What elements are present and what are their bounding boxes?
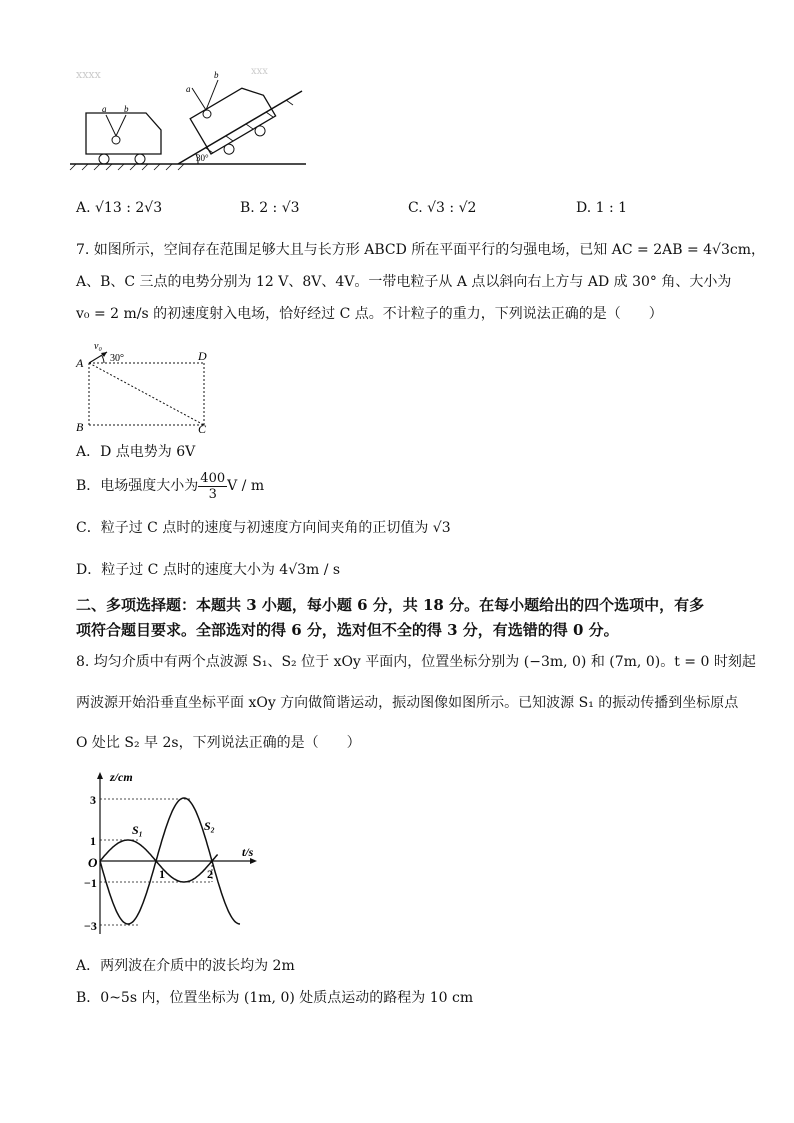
q7-rectangle-figure [74,335,224,435]
y-axis-label: z/cm [110,770,133,784]
q6-option-a[interactable]: A. √13 : 2√3 [76,200,163,216]
section2-heading-line1: 二、多项选择题：本题共 3 小题，每小题 6 分，共 18 分。在每小题给出的四个选项中，有多 [76,596,705,614]
q8-option-a[interactable]: A．两列波在介质中的波长均为 2m [76,958,295,974]
q7-option-c[interactable]: C．粒子过 C 点时的速度与初速度方向间夹角的正切值为 √3 [76,520,451,536]
section2-heading-line2: 项符合题目要求。全部选对的得 6 分，选对但不全的得 3 分，有选错的得 0 分。 [76,621,619,639]
q6-option-b[interactable]: B. 2 : √3 [240,200,300,216]
incline-angle: 30° [196,153,209,163]
q8-vibration-graph [80,768,270,940]
x-tick-1: 1 [159,867,165,881]
q7-stem-line1: 7. 如图所示，空间存在范围足够大且与长方形 ABCD 所在平面平行的匀强电场，已知 AC = 2AB = 4√3cm， [76,242,765,258]
q8-option-b[interactable]: B．0~5s 内，位置坐标为 (1m, 0) 处质点运动的路程为 10 cm [76,990,474,1006]
label-b: b [124,104,129,114]
label-a: a [102,104,107,114]
q6-figure [66,58,316,173]
origin-label: O [88,855,98,870]
q8-stem-line1: 8. 均匀介质中有两个点波源 S₁、S₂ 位于 xOy 平面内，位置坐标分别为 (−3m, 0) 和 (7m, 0)。t = 0 时刻起 [76,654,756,670]
q7-option-d[interactable]: D．粒子过 C 点时的速度大小为 4√3m / s [76,562,341,578]
svg-text:a: a [186,84,191,94]
s1-label: S₁ [132,823,143,837]
q7-stem-line2: A、B、C 三点的电势分别为 12 V、8V、4V。一带电粒子从 A 点以斜向右上方与 AD 成 30° 角、大小为 [76,274,732,290]
point-a-label: A [76,356,84,370]
v0-label: v₀ [94,341,102,352]
svg-text:ⅹⅹⅹⅹ: ⅹⅹⅹⅹ [76,69,101,81]
x-axis-label: t/s [242,845,254,859]
y-tick-neg3: −3 [84,919,97,933]
q7-option-b[interactable]: B．电场强度大小为 $\frac{400}{3}$ V / m [76,470,265,502]
svg-text:ⅹⅹⅹ: ⅹⅹⅹ [251,66,268,77]
fraction: $\frac{400}{3}$ [200,470,226,502]
x-tick-2: 2 [207,867,213,881]
s2-label: S₂ [204,819,215,833]
y-tick-neg1: −1 [84,876,97,890]
point-c-label: C [198,422,207,435]
y-tick-1: 1 [90,834,96,848]
y-tick-3: 3 [90,793,96,807]
q7-stem-line3: v₀ = 2 m/s 的初速度射入电场，恰好经过 C 点。不计粒子的重力，下列说法正确的是（ ） [76,306,663,322]
point-d-label: D [198,349,207,363]
angle-label: 30° [110,353,124,364]
q8-stem-line2: 两波源开始沿垂直坐标平面 xOy 方向做简谐运动，振动图像如图所示。已知波源 S₁ 的振动传播到坐标原点 [76,695,739,711]
q6-option-d[interactable]: D. 1 : 1 [576,200,628,216]
point-b-label: B [76,420,84,434]
q8-stem-line3: O 处比 S₂ 早 2s，下列说法正确的是（ ） [76,735,361,751]
q7-option-a[interactable]: A．D 点电势为 6V [76,444,196,460]
svg-text:b: b [214,70,219,80]
q6-option-c[interactable]: C. √3 : √2 [408,200,477,216]
